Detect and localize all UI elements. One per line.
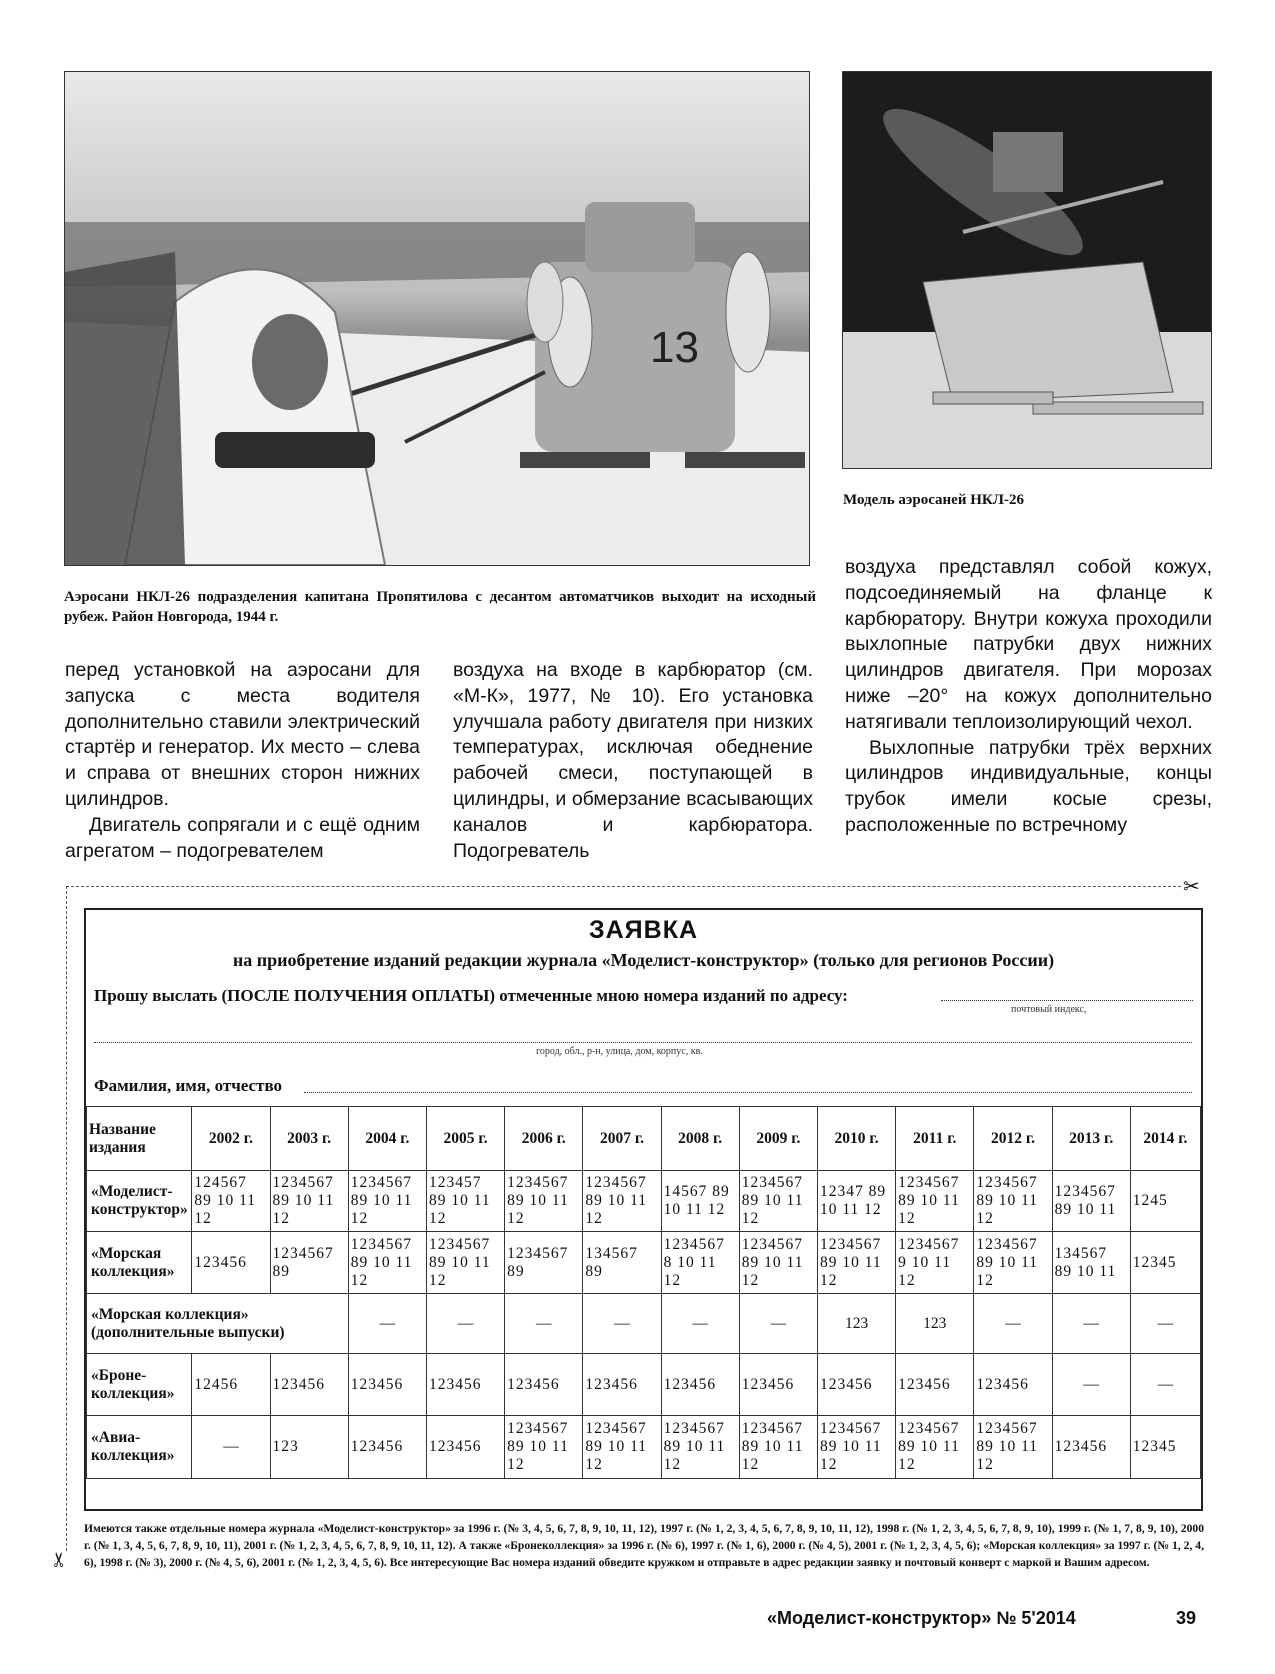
issue-cell[interactable]: 123456 <box>348 1354 426 1416</box>
row-name: «Моделист-конструктор» <box>87 1171 192 1232</box>
header-year: 2004 г. <box>348 1107 426 1171</box>
issue-cell[interactable]: 1234567 89 10 11 12 <box>739 1232 817 1294</box>
publications-table <box>86 1106 1201 1479</box>
header-year: 2003 г. <box>270 1107 348 1171</box>
table-row <box>87 1416 1201 1479</box>
issue-cell[interactable]: 1234567 89 10 11 12 <box>583 1171 661 1232</box>
issue-cell[interactable]: 1234567 89 <box>270 1232 348 1294</box>
issue-cell[interactable]: 1234567 89 10 11 12 <box>270 1171 348 1232</box>
header-year: 2012 г. <box>974 1107 1052 1171</box>
issue-cell[interactable]: 123456 <box>505 1354 583 1416</box>
issue-cell[interactable]: 1234567 89 10 11 12 <box>817 1416 895 1479</box>
issue-cell[interactable]: 1234567 89 10 11 12 <box>661 1416 739 1479</box>
row-name: «Морская коллекция» <box>87 1232 192 1294</box>
table-row <box>87 1354 1201 1416</box>
issue-cell[interactable]: — <box>1130 1294 1200 1354</box>
address-field-2[interactable] <box>94 1042 1192 1043</box>
issue-cell[interactable]: 1234567 89 10 11 <box>1052 1171 1130 1232</box>
issue-cell[interactable]: — <box>1052 1294 1130 1354</box>
issue-cell[interactable]: — <box>1052 1354 1130 1416</box>
issue-cell[interactable]: 1234567 89 10 11 12 <box>739 1416 817 1479</box>
issue-cell[interactable]: — <box>426 1294 504 1354</box>
issue-cell[interactable]: 123 <box>896 1294 974 1354</box>
issue-cell[interactable]: — <box>583 1294 661 1354</box>
issue-cell[interactable]: 123456 <box>661 1354 739 1416</box>
issue-cell[interactable]: — <box>661 1294 739 1354</box>
issue-cell[interactable]: 1234567 89 10 11 12 <box>817 1232 895 1294</box>
issue-cell[interactable]: 1234567 89 10 11 12 <box>505 1171 583 1232</box>
request-line: Прошу выслать (ПОСЛЕ ПОЛУЧЕНИЯ ОПЛАТЫ) отмеченные мною номера изданий по адресу: <box>94 986 848 1005</box>
paragraph: перед установкой на аэросани для запуска с места водителя дополнительно ставили электрический стартёр и генератор. Их место – слева и справа от внешних сторон нижних цилиндров. <box>65 659 420 810</box>
issue-cell[interactable]: 134567 89 10 11 <box>1052 1232 1130 1294</box>
sled-number: 13 <box>650 323 699 372</box>
issue-cell[interactable]: 123456 <box>426 1354 504 1416</box>
scissors-icon: ✂ <box>48 1551 71 1568</box>
order-form <box>84 908 1203 1511</box>
table-row <box>87 1294 1201 1354</box>
issue-cell[interactable]: 14567 89 10 11 12 <box>661 1171 739 1232</box>
issue-cell[interactable]: 1245 <box>1130 1171 1200 1232</box>
issue-cell[interactable]: 12456 <box>192 1354 270 1416</box>
address-field[interactable] <box>941 1000 1193 1001</box>
issue-cell[interactable]: 1234567 89 10 11 12 <box>505 1416 583 1479</box>
header-year: 2005 г. <box>426 1107 504 1171</box>
header-year: 2009 г. <box>739 1107 817 1171</box>
issue-cell[interactable]: 1234567 89 10 11 12 <box>348 1171 426 1232</box>
issue-cell[interactable]: 124567 89 10 11 12 <box>192 1171 270 1232</box>
issue-cell[interactable]: 123456 <box>974 1354 1052 1416</box>
photo-model <box>842 71 1212 469</box>
issue-cell[interactable]: 1234567 89 10 11 12 <box>974 1232 1052 1294</box>
column-middle <box>453 658 813 864</box>
name-label: Фамилия, имя, отчество <box>94 1076 283 1095</box>
model-illustration <box>843 72 1211 468</box>
header-year: 2011 г. <box>896 1107 974 1171</box>
issue-cell[interactable]: 1234567 8 10 11 12 <box>661 1232 739 1294</box>
scissors-icon: ✂ <box>1183 876 1200 898</box>
paragraph: Выхлопные патрубки трёх верхних цилиндров индивидуальные, концы трубок имели косые срезы, расположенные по встречному <box>845 736 1212 836</box>
issue-cell[interactable]: 1234567 89 10 11 12 <box>974 1171 1052 1232</box>
issue-cell[interactable]: 123456 <box>817 1354 895 1416</box>
order-title: ЗАЯВКА <box>588 916 699 944</box>
issue-cell[interactable]: 123 <box>817 1294 895 1354</box>
header-year: 2013 г. <box>1052 1107 1130 1171</box>
paragraph: воздуха представлял собой кожух, подсоединяемый на фланце к карбюратору. Внутри кожуха проходили выхлопные патрубки двух нижних цилиндров двигателя. При морозах ниже –20° на кожух дополнительно натягивали теплоизолирующий чехол. <box>845 556 1212 733</box>
caption-model: Модель аэросаней НКЛ-26 <box>843 492 1024 508</box>
issue-cell[interactable]: 123456 <box>583 1354 661 1416</box>
order-note: Имеются также отдельные номера журнала «Моделист-конструктор» за 1996 г. (№ 3, 4, 5, 6, 7, 8, 9, 10, 11, 12), 1997 г. (№ 1, 2, 3, 4, 5, 6, 7, 8, 9, 10, 11, 12), 1998 г. (№ 1, 2, 3, 4, 5, 6, 7, 8, 9, 10), 1999 г. (№ 1, 7, 8, 9, 10), 2000 г. (№ 1, 3, 4, 5, 6, 7, 8, 9, 10, 11), 2001 г. (№ 1, 2, 3, 4, 5, 6, 7, 8, 9, 10, 11, 12). А также «Бронеколлекция» за 1996 г. (№ 6), 1997 г. (№ 1, 6), 2000 г. (№ 4, 5), 2001 г. (№ 1, 2, 3, 4, 5, 6); «Морская коллекция» за 1997 г. (№ 1, 2, 4, 6), 1998 г. (№ 3), 2000 г. (№ 4, 5, 6), 2001 г. (№ 1, 2, 3, 4, 5, 6). Все интересующие Вас номера изданий обведите кружком и отправьте в адрес редакции заявку и почтовый конверт с маркой и Вашим адресом. <box>84 1522 1204 1569</box>
issue-cell[interactable]: 1234567 89 10 11 12 <box>583 1416 661 1479</box>
issue-cell[interactable]: — <box>505 1294 583 1354</box>
table-row <box>87 1232 1201 1294</box>
header-year: 2014 г. <box>1130 1107 1200 1171</box>
issue-cell[interactable]: — <box>974 1294 1052 1354</box>
header-year: 2002 г. <box>192 1107 270 1171</box>
header-year: 2008 г. <box>661 1107 739 1171</box>
row-name: «Броне-коллекция» <box>87 1354 192 1416</box>
issue-cell[interactable]: 134567 89 <box>583 1232 661 1294</box>
cut-line-horizontal <box>66 886 1181 887</box>
issue-cell[interactable]: 12347 89 10 11 12 <box>817 1171 895 1232</box>
header-year: 2010 г. <box>817 1107 895 1171</box>
issue-cell[interactable]: 123456 <box>1052 1416 1130 1479</box>
issue-cell[interactable]: 123456 <box>270 1354 348 1416</box>
column-left <box>65 658 420 864</box>
paragraph: Двигатель сопрягали и с ещё одним агрегатом – подогревателем <box>65 813 420 862</box>
column-right-top <box>845 555 1212 839</box>
caption-main: Аэросани НКЛ-26 подразделения капитана Пропятилова с десантом автоматчиков выходит на исходный рубеж. Район Новгорода, 1944 г. <box>64 589 816 625</box>
issue-cell[interactable]: 12345 <box>1130 1416 1200 1479</box>
header-year: 2006 г. <box>505 1107 583 1171</box>
issue-cell[interactable]: 123456 <box>426 1416 504 1479</box>
order-subtitle: на приобретение изданий редакции журнала «Моделист-конструктор» (только для регионов России) <box>232 950 1055 970</box>
photo-main <box>64 71 810 566</box>
cut-line-vertical <box>66 886 67 1551</box>
paragraph: воздуха на входе в карбюратор (см. «М-К», 1977, № 10). Его установка улучшала работу двигателя при низких температурах, исключая обеднение рабочей смеси, поступающей в цилиндры, и обмерзание всасывающих каналов и карбюратора. Подогреватель <box>453 659 813 862</box>
issue-cell[interactable]: 123456 <box>739 1354 817 1416</box>
issue-cell[interactable]: 1234567 89 10 11 12 <box>896 1171 974 1232</box>
issue-cell[interactable]: 123456 <box>192 1232 270 1294</box>
issue-cell[interactable]: — <box>1130 1354 1200 1416</box>
issue-cell[interactable]: 1234567 89 10 11 12 <box>348 1232 426 1294</box>
header-name: Название издания <box>87 1107 192 1171</box>
issue-cell[interactable]: 1234567 89 <box>505 1232 583 1294</box>
row-name: «Авиа-коллекция» <box>87 1416 192 1479</box>
photo-main-illustration <box>65 72 809 565</box>
issue-cell[interactable]: 1234567 9 10 11 12 <box>896 1232 974 1294</box>
hint-postcode: почтовый индекс, <box>1011 1004 1087 1015</box>
row-name: «Морская коллекция» (дополнительные выпуски) <box>87 1294 349 1354</box>
issue-cell[interactable]: 1234567 89 10 11 12 <box>739 1171 817 1232</box>
issue-cell[interactable]: 1234567 89 10 11 12 <box>896 1416 974 1479</box>
issue-cell[interactable]: 1234567 89 10 11 12 <box>426 1232 504 1294</box>
header-year: 2007 г. <box>583 1107 661 1171</box>
issue-cell[interactable]: 1234567 89 10 11 12 <box>974 1416 1052 1479</box>
issue-cell[interactable]: — <box>739 1294 817 1354</box>
name-field[interactable] <box>304 1092 1192 1093</box>
hint-address: город, обл., р-н, улица, дом, корпус, кв. <box>536 1046 703 1057</box>
issue-cell[interactable]: 123457 89 10 11 12 <box>426 1171 504 1232</box>
issue-cell[interactable]: 123456 <box>348 1416 426 1479</box>
issue-cell[interactable]: 123456 <box>896 1354 974 1416</box>
issue-cell[interactable]: 12345 <box>1130 1232 1200 1294</box>
table-row <box>87 1171 1201 1232</box>
issue-cell[interactable]: — <box>348 1294 426 1354</box>
page-number: 39 <box>1176 1608 1197 1628</box>
footer-journal: «Моделист-конструктор» № 5'2014 <box>767 1608 1076 1628</box>
issue-cell[interactable]: — <box>192 1416 270 1479</box>
issue-cell[interactable]: 123 <box>270 1416 348 1479</box>
table-header-row <box>87 1107 1201 1171</box>
